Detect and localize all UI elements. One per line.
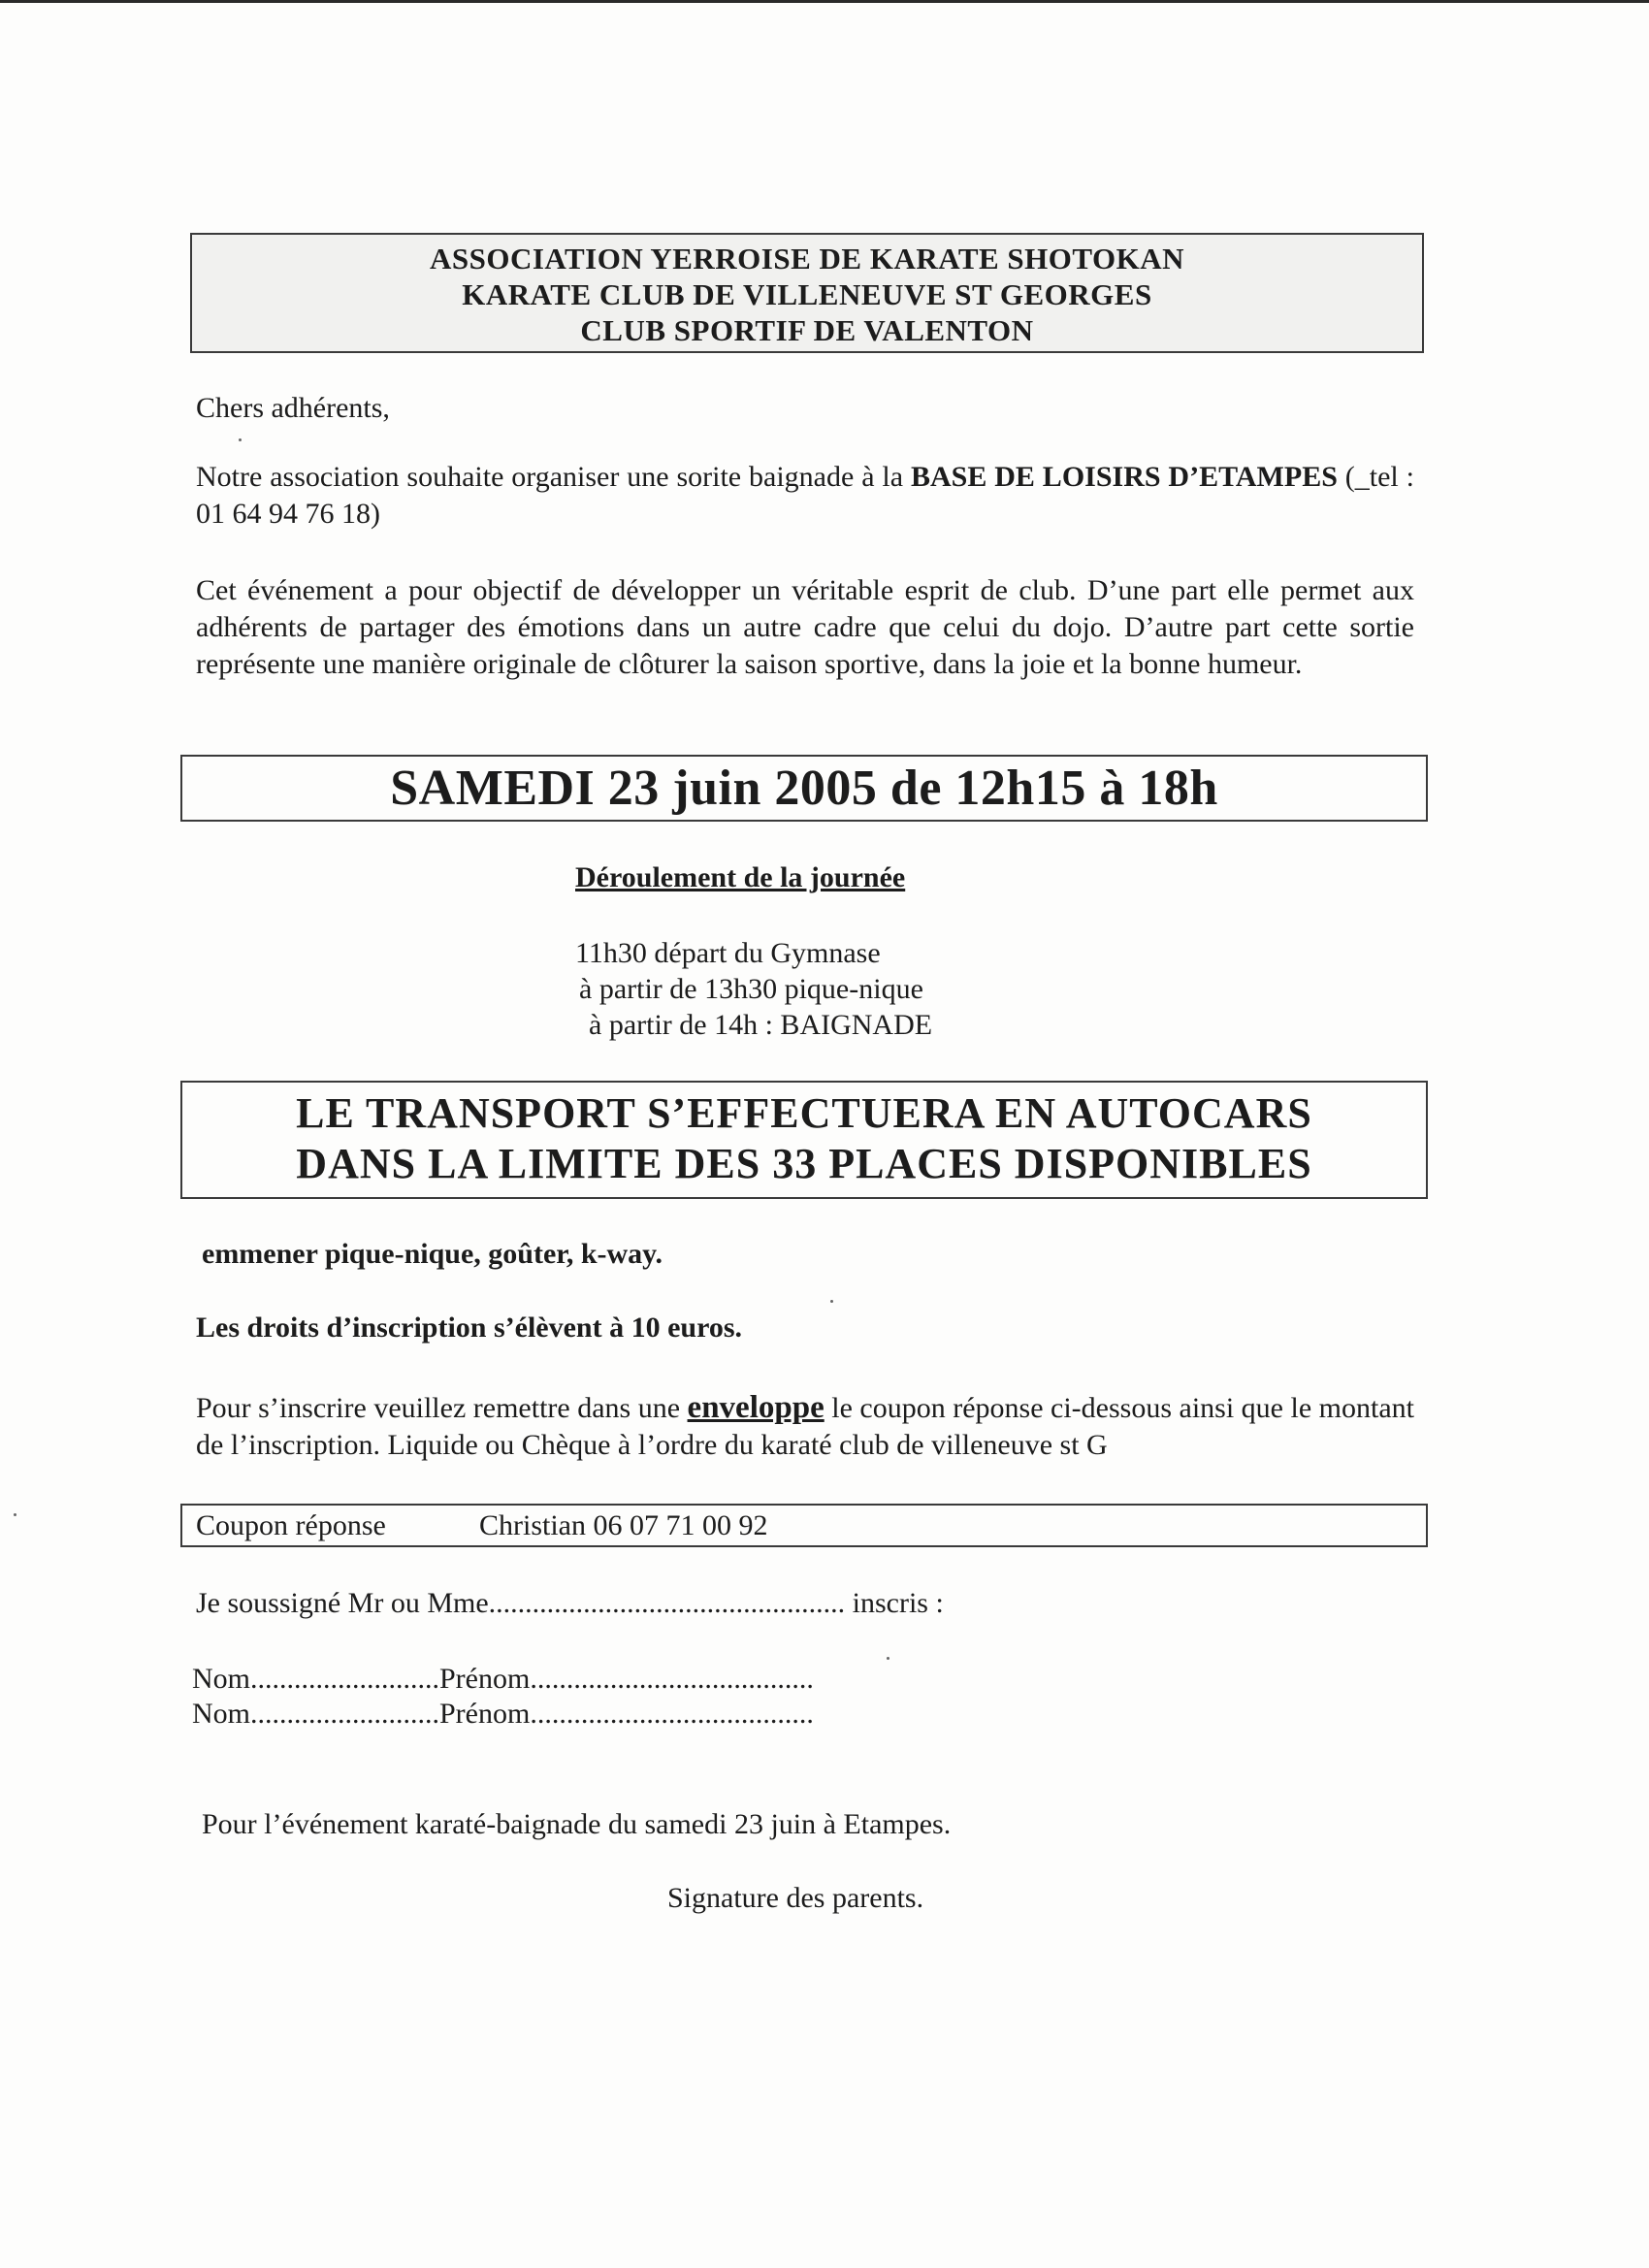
intro-text: Notre association souhaite organiser une sorite baignade à la: [196, 461, 911, 493]
coupon-contact: Christian 06 07 71 00 92: [479, 1509, 768, 1541]
purpose-paragraph: Cet événement a pour objectif de développer un véritable esprit de club. D’une part elle permet aux adhérents de partager des émotions dans un autre cadre que celui du dojo. D’autre part cette sortie représente une manière originale de clôturer la saison sportive, dans la joie et la bonne humeur.: [196, 574, 1414, 680]
scan-speck: [887, 1657, 889, 1660]
header-line-3: CLUB SPORTIF DE VALENTON: [580, 313, 1034, 347]
scan-speck: [239, 438, 242, 441]
bring-items: emmener pique-nique, goûter, k-way.: [202, 1238, 663, 1270]
enveloppe-emphasis: enveloppe: [687, 1390, 824, 1425]
scan-edge-line: [0, 0, 1649, 3]
schedule-title: Déroulement de la journée: [575, 861, 906, 893]
event-date: SAMEDI 23 juin 2005 de 12h15 à 18h: [390, 761, 1218, 816]
name-row: Nom..........................Prénom.......................................: [192, 1698, 814, 1730]
scan-speck: [830, 1300, 833, 1303]
scan-speck: [14, 1513, 16, 1516]
transport-line-1: LE TRANSPORT S’EFFECTUERA EN AUTOCARS: [296, 1089, 1312, 1137]
registration-paragraph: [196, 1389, 1414, 1464]
transport-line-2: DANS LA LIMITE DES 33 PLACES DISPONIBLES: [296, 1140, 1312, 1187]
name-row: Nom..........................Prénom.......................................: [192, 1663, 814, 1695]
intro-phone: (_tel : 01 64 94 76 18): [196, 461, 1414, 530]
event-line: Pour l’événement karaté-baignade du samedi 23 juin à Etampes.: [202, 1808, 952, 1840]
signature-label: Signature des parents.: [667, 1882, 924, 1914]
registration-text-rest: le coupon réponse ci-dessous ainsi que le montant de l’inscription. Liquide ou Chèque à l’ordre du karaté club de villeneuve st G: [196, 1392, 1414, 1461]
fee-text: Les droits d’inscription s’élèvent à 10 euros.: [196, 1312, 743, 1344]
undersigned-line: Je soussigné Mr ou Mme................................................. inscris :: [196, 1587, 944, 1619]
transport-box: [180, 1081, 1428, 1199]
club-header-box: [190, 233, 1424, 353]
header-line-2: KARATE CLUB DE VILLENEUVE ST GEORGES: [462, 277, 1152, 311]
schedule-item: 11h30 départ du Gymnase: [575, 937, 881, 969]
registration-text: Pour s’inscrire veuillez remettre dans une: [196, 1392, 688, 1424]
intro-paragraph: [196, 459, 1414, 533]
coupon-box: [180, 1504, 1428, 1547]
greeting: Chers adhérents,: [196, 392, 390, 424]
coupon-label: Coupon réponse: [196, 1509, 386, 1541]
header-line-1: ASSOCIATION YERROISE DE KARATE SHOTOKAN: [429, 242, 1185, 275]
location-highlight: BASE DE LOISIRS D’ETAMPES: [910, 461, 1338, 493]
schedule-item: à partir de 14h : BAIGNADE: [589, 1009, 933, 1041]
schedule-item: à partir de 13h30 pique-nique: [579, 973, 923, 1005]
event-date-box: [180, 755, 1428, 822]
